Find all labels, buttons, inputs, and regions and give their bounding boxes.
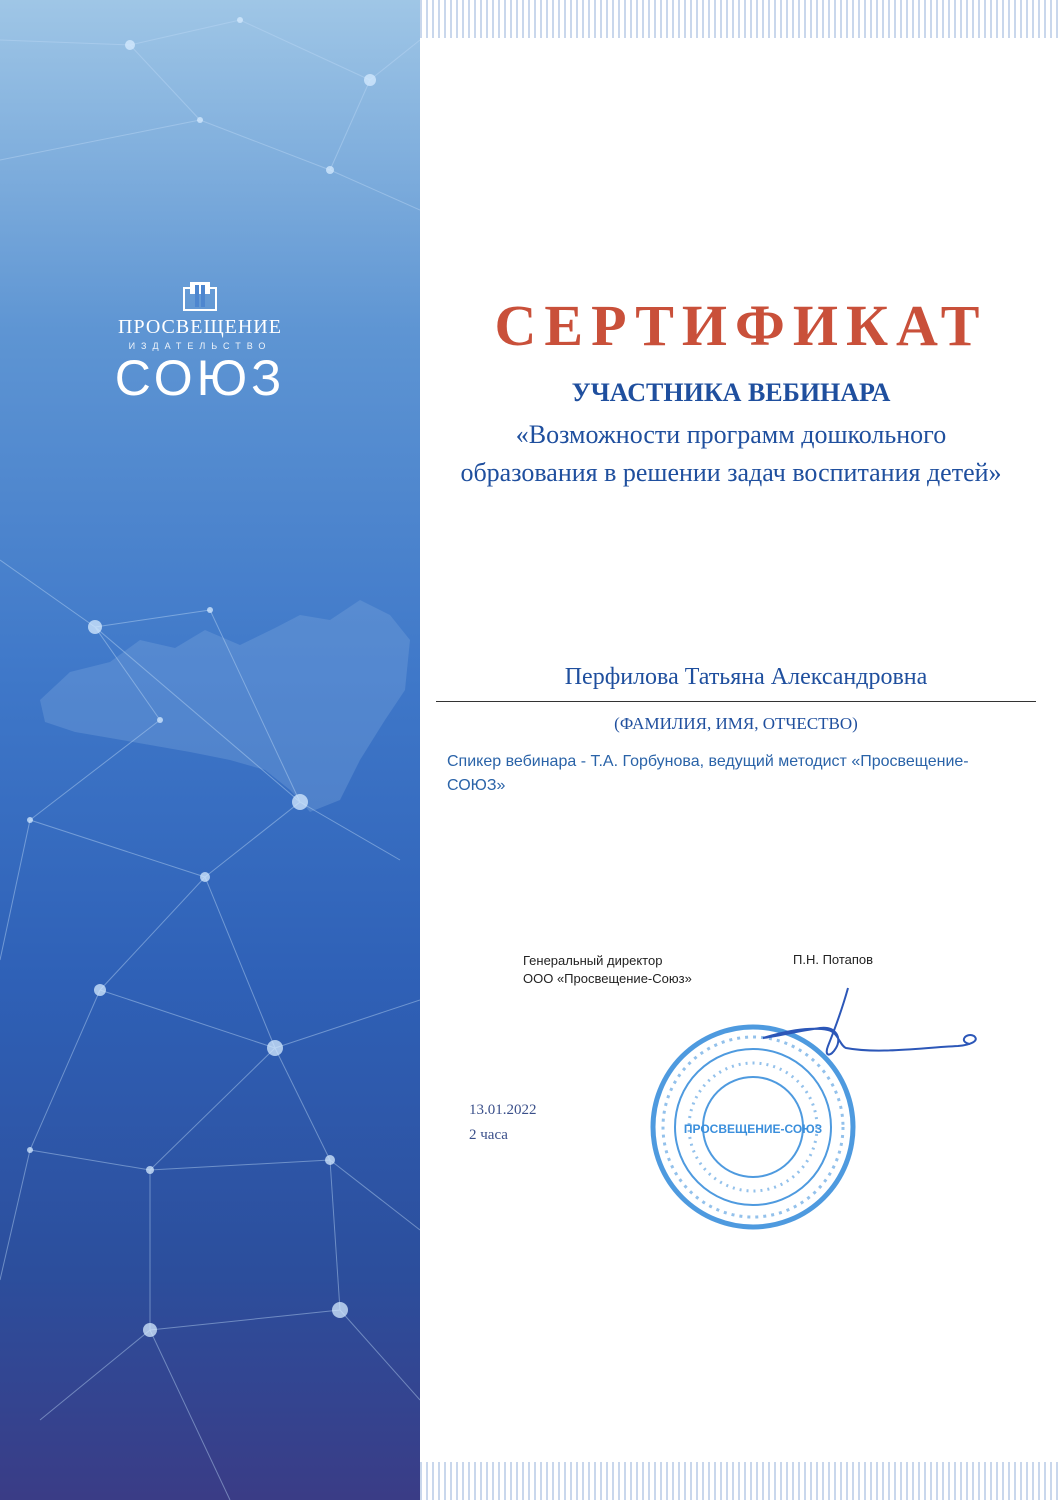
logo-line-izdatelstvo: ИЗДАТЕЛЬСТВО (128, 341, 272, 351)
certificate-duration: 2 часа (469, 1127, 508, 1143)
signatory-position-line1: Генеральный директор (523, 953, 663, 968)
certificate-subtitle: УЧАСТНИКА ВЕБИНАРА (571, 378, 891, 407)
stamp-center-text: ПРОСВЕЩЕНИЕ-СОЮЗ (683, 1122, 823, 1136)
speaker-line2: СОЮЗ» (447, 777, 506, 794)
webinar-title-line1: «Возможности программ дошкольного (515, 420, 947, 449)
certificate-details (469, 1098, 537, 1148)
webinar-title (420, 416, 1042, 492)
participant-name: Перфилова Татьяна Александровна (564, 664, 928, 690)
logo-mark-icon (182, 282, 218, 312)
decorative-side-panel (0, 0, 420, 1500)
publisher-logo (100, 282, 300, 407)
network-pattern-illustration (0, 0, 420, 1500)
certificate-date: 13.01.2022 (469, 1102, 537, 1118)
logo-line-soyuz: СОЮЗ (114, 350, 286, 406)
speaker-info (447, 750, 1047, 798)
signatory-position (523, 952, 692, 988)
signatory-name: П.Н. Потапов (793, 952, 874, 967)
logo-line-prosveshchenie: ПРОСВЕЩЕНИЕ (118, 316, 282, 338)
top-stripe-border (420, 0, 1062, 38)
speaker-line1: Спикер вебинара - Т.А. Горбунова, ведущий методист «Просвещение- (447, 753, 969, 770)
signatory-position-line2: ООО «Просвещение-Союз» (523, 971, 692, 986)
director-signature (758, 986, 988, 1076)
name-underline (436, 701, 1036, 702)
name-field-hint: (ФАМИЛИЯ, ИМЯ, ОТЧЕСТВО) (614, 714, 858, 733)
bottom-stripe-border (420, 1462, 1062, 1500)
certificate-title: СЕРТИФИКАТ (494, 293, 988, 358)
webinar-title-line2: образования в решении задач воспитания детей» (460, 458, 1002, 487)
